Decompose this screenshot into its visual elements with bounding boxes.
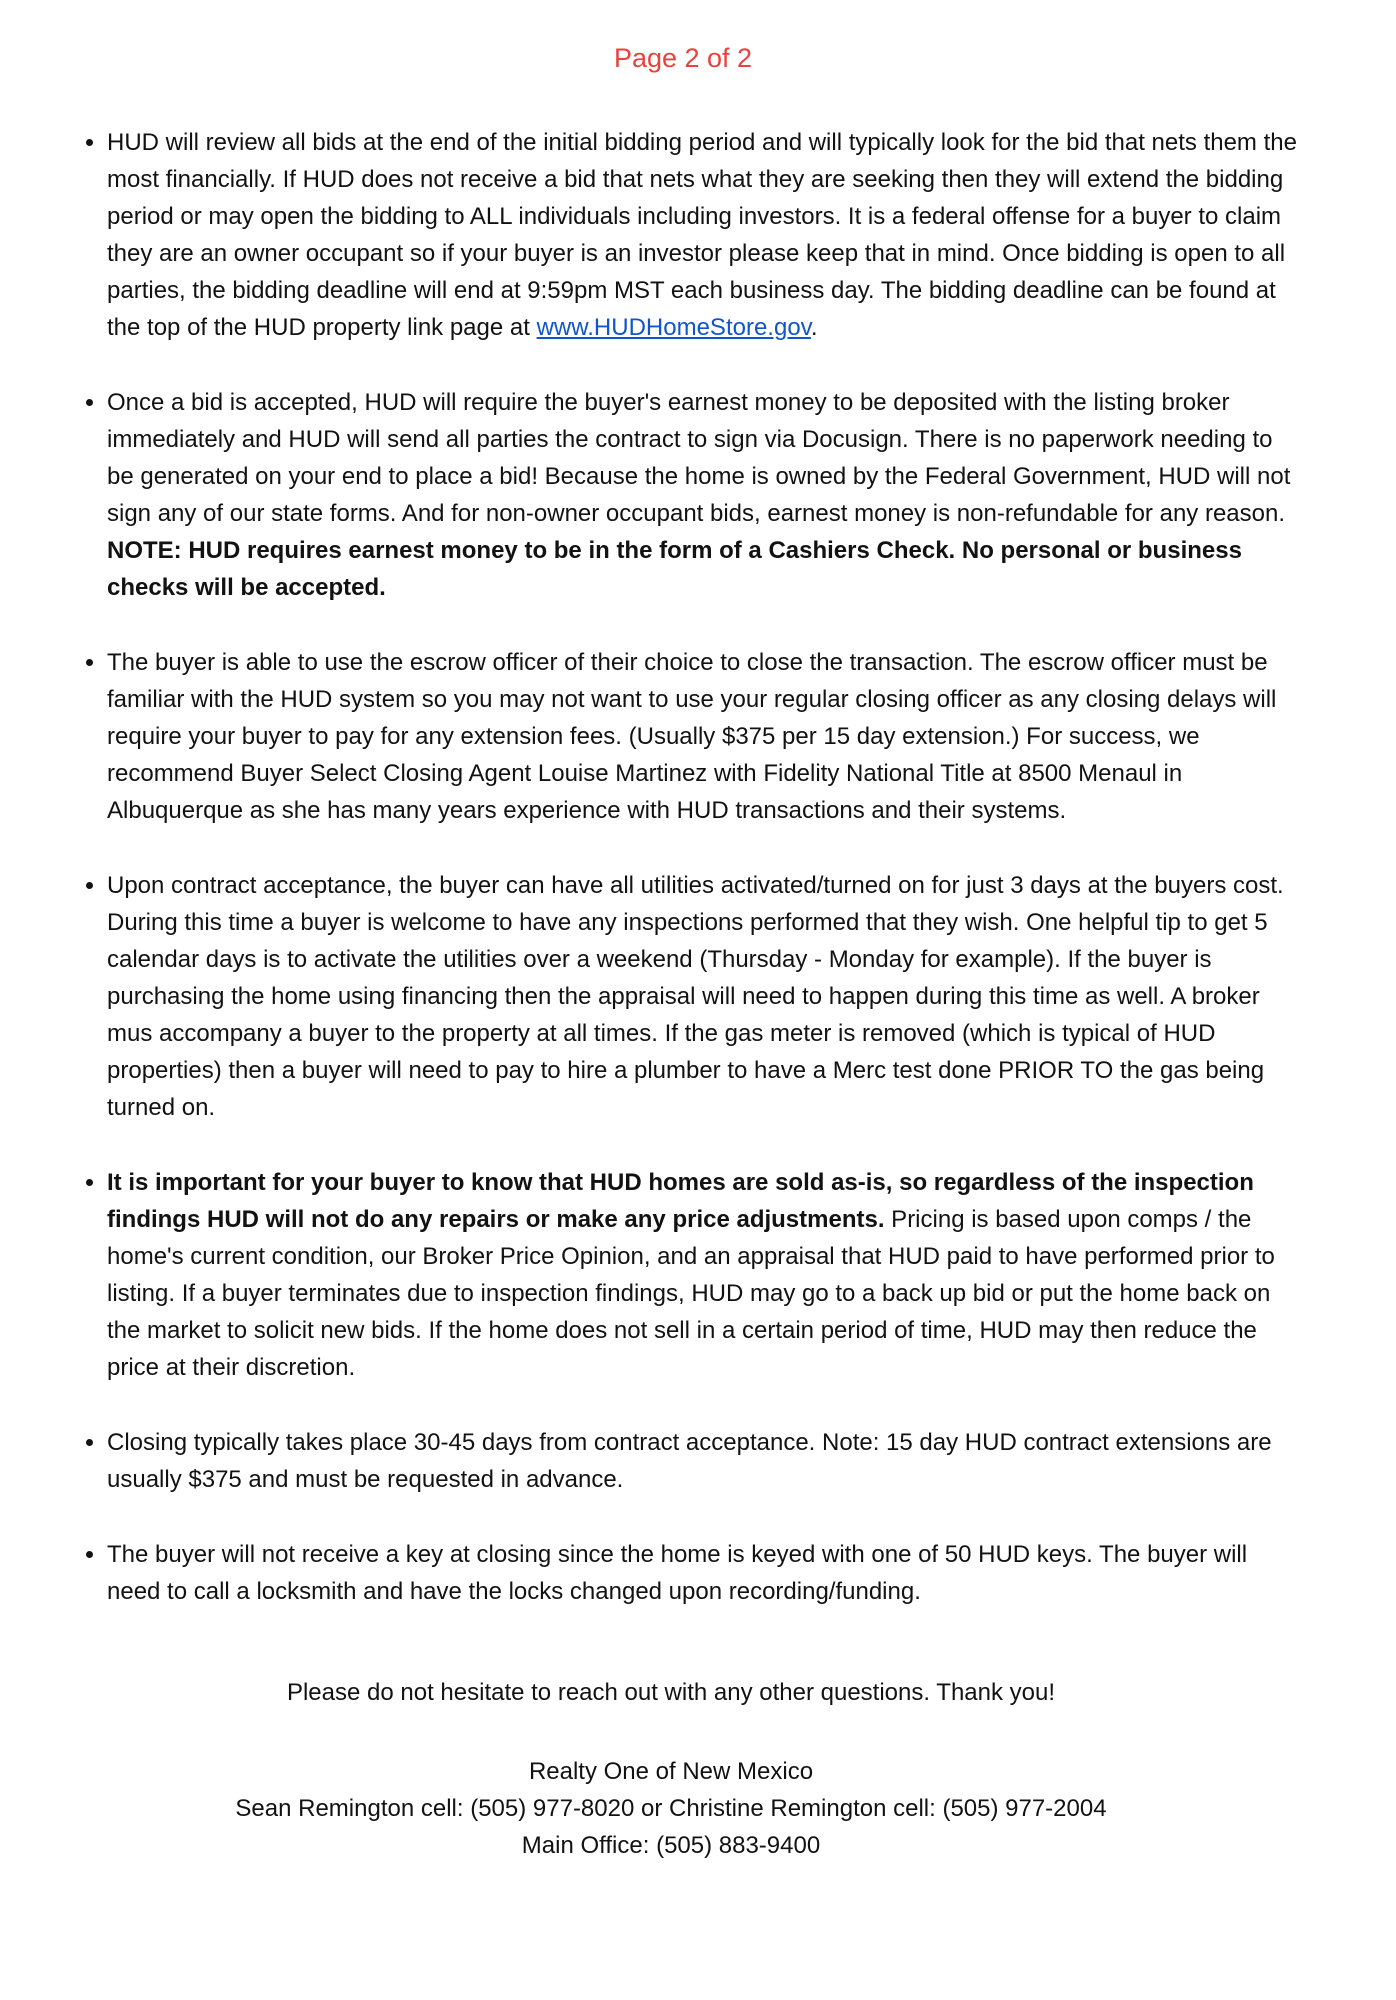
closing-section	[103, 1674, 1299, 1864]
footer-contact-block	[103, 1753, 1239, 1864]
bullet-utilities-inspections-text: Upon contract acceptance, the buyer can have all utilities activated/turned on for just 3 days at the buyers cost. During this time a buyer is welcome to have any inspections performed that they wish. One helpful tip to get 5 calendar days is to activate the utilities over a weekend (Thursday - Monday for example). If the buyer is purchasing the home using financing then the appraisal will need to happen during this time as well. A broker mus accompany a buyer to the property at all times. If the gas meter is removed (which is typical of HUD properties) then a buyer will need to pay to hire a plumber to have a Merc test done PRIOR TO the gas being turned on.	[107, 872, 1284, 1121]
bullet-sold-as-is	[107, 1164, 1299, 1386]
bullet-closing-timeline	[107, 1424, 1299, 1498]
bullet-closing-timeline-text: Closing typically takes place 30-45 days from contract acceptance. Note: 15 day HUD contract extensions are usually $375 and must be requested in advance.	[107, 1429, 1272, 1493]
bullet-escrow-officer	[107, 644, 1299, 829]
bullet-bid-review	[107, 124, 1299, 346]
agent-contacts: Sean Remington cell: (505) 977-8020 or Christine Remington cell: (505) 977-2004	[235, 1795, 1107, 1822]
page-number-heading: Page 2 of 2	[613, 43, 753, 73]
bullet-earnest-money	[107, 384, 1299, 606]
bullet-list	[103, 124, 1299, 1610]
bullet-utilities-inspections	[107, 867, 1299, 1126]
bullet-bid-review-text: HUD will review all bids at the end of the initial bidding period and will typically look for the bid that nets them the most financially. If HUD does not receive a bid that nets what they are seeking then they will extend the bidding period or may open the bidding to ALL individuals including investors. It is a federal offense for a buyer to claim they are an owner occupant so if your buyer is an investor please keep that in mind. Once bidding is open to all parties, the bidding deadline will end at 9:59pm MST each business day. The bidding deadline can be found at the top of the HUD property link page at www.HUDHomeStore.gov.	[107, 129, 1297, 341]
hudhomestore-link[interactable]: www.HUDHomeStore.gov	[536, 314, 811, 341]
bullet-earnest-money-text: Once a bid is accepted, HUD will require the buyer's earnest money to be deposited with the listing broker immediately and HUD will send all parties the contract to sign via Docusign. There is no paperwork needing to be generated on your end to place a bid! Because the home is owned by the Federal Government, HUD will not sign any of our state forms. And for non-owner occupant bids, earnest money is non-refundable for any reason. NOTE: HUD requires earnest money to be in the form of a Cashiers Check. No personal or business checks will be accepted.	[107, 389, 1291, 601]
bullet-keys-locksmith-text: The buyer will not receive a key at closing since the home is keyed with one of 50 HUD keys. The buyer will need to call a locksmith and have the locks changed upon recording/funding.	[107, 1541, 1248, 1605]
main-office-phone: Main Office: (505) 883-9400	[521, 1832, 821, 1859]
bullet-sold-as-is-text: It is important for your buyer to know that HUD homes are sold as-is, so regardless of the inspection findings HUD will not do any repairs or make any price adjustments. Pricing is based upon comps / the home's current condition, our Broker Price Opinion, and an appraisal that HUD paid to have performed prior to listing. If a buyer terminates due to inspection findings, HUD may go to a back up bid or put the home back on the market to solicit new bids. If the home does not sell in a certain period of time, HUD may then reduce the price at their discretion.	[107, 1169, 1275, 1381]
closing-thanks: Please do not hesitate to reach out with any other questions. Thank you!	[286, 1679, 1056, 1706]
bullet-escrow-officer-text: The buyer is able to use the escrow officer of their choice to close the transaction. The escrow officer must be familiar with the HUD system so you may not want to use your regular closing officer as any closing delays will require your buyer to pay for any extension fees. (Usually $375 per 15 day extension.) For success, we recommend Buyer Select Closing Agent Louise Martinez with Fidelity National Title at 8500 Menaul in Albuquerque as she has many years experience with HUD transactions and their systems.	[107, 649, 1277, 824]
bullet-keys-locksmith	[107, 1536, 1299, 1610]
company-name: Realty One of New Mexico	[528, 1758, 814, 1785]
